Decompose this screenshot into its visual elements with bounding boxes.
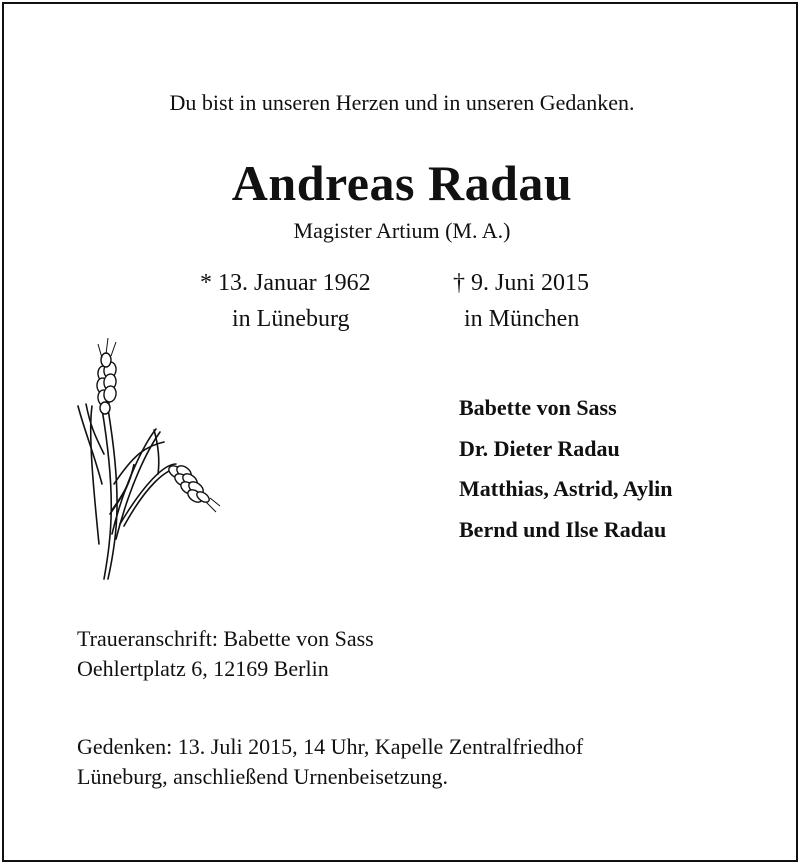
wheat-icon <box>64 334 224 584</box>
academic-title: Magister Artium (M. A.) <box>293 218 511 243</box>
mourning-address-line1: Traueranschrift: Babette von Sass <box>77 626 374 651</box>
death-place: in München <box>464 306 580 332</box>
obituary-notice <box>2 2 798 862</box>
mourner-list <box>459 394 673 556</box>
mourning-address-line2: Oehlertplatz 6, 12169 Berlin <box>77 656 329 681</box>
mourner-name: Matthias, Astrid, Aylin <box>459 476 673 501</box>
memorial-line2: Lüneburg, anschließend Urnenbeisetzung. <box>77 764 449 789</box>
mourner-name: Bernd und Ilse Radau <box>459 516 667 542</box>
mourner-name: Babette von Sass <box>459 395 617 420</box>
death-date: † 9. Juni 2015 <box>453 270 590 296</box>
memorial-line1: Gedenken: 13. Juli 2015, 14 Uhr, Kapelle Zentralfriedhof <box>77 734 584 759</box>
deceased-name: Andreas Radau <box>231 155 573 211</box>
mourner-name: Dr. Dieter Radau <box>459 435 620 461</box>
birth-place: in Lüneburg <box>232 306 350 332</box>
birth-date: * 13. Januar 1962 <box>200 270 371 296</box>
motto: Du bist in unseren Herzen und in unseren Gedanken. <box>169 90 635 115</box>
